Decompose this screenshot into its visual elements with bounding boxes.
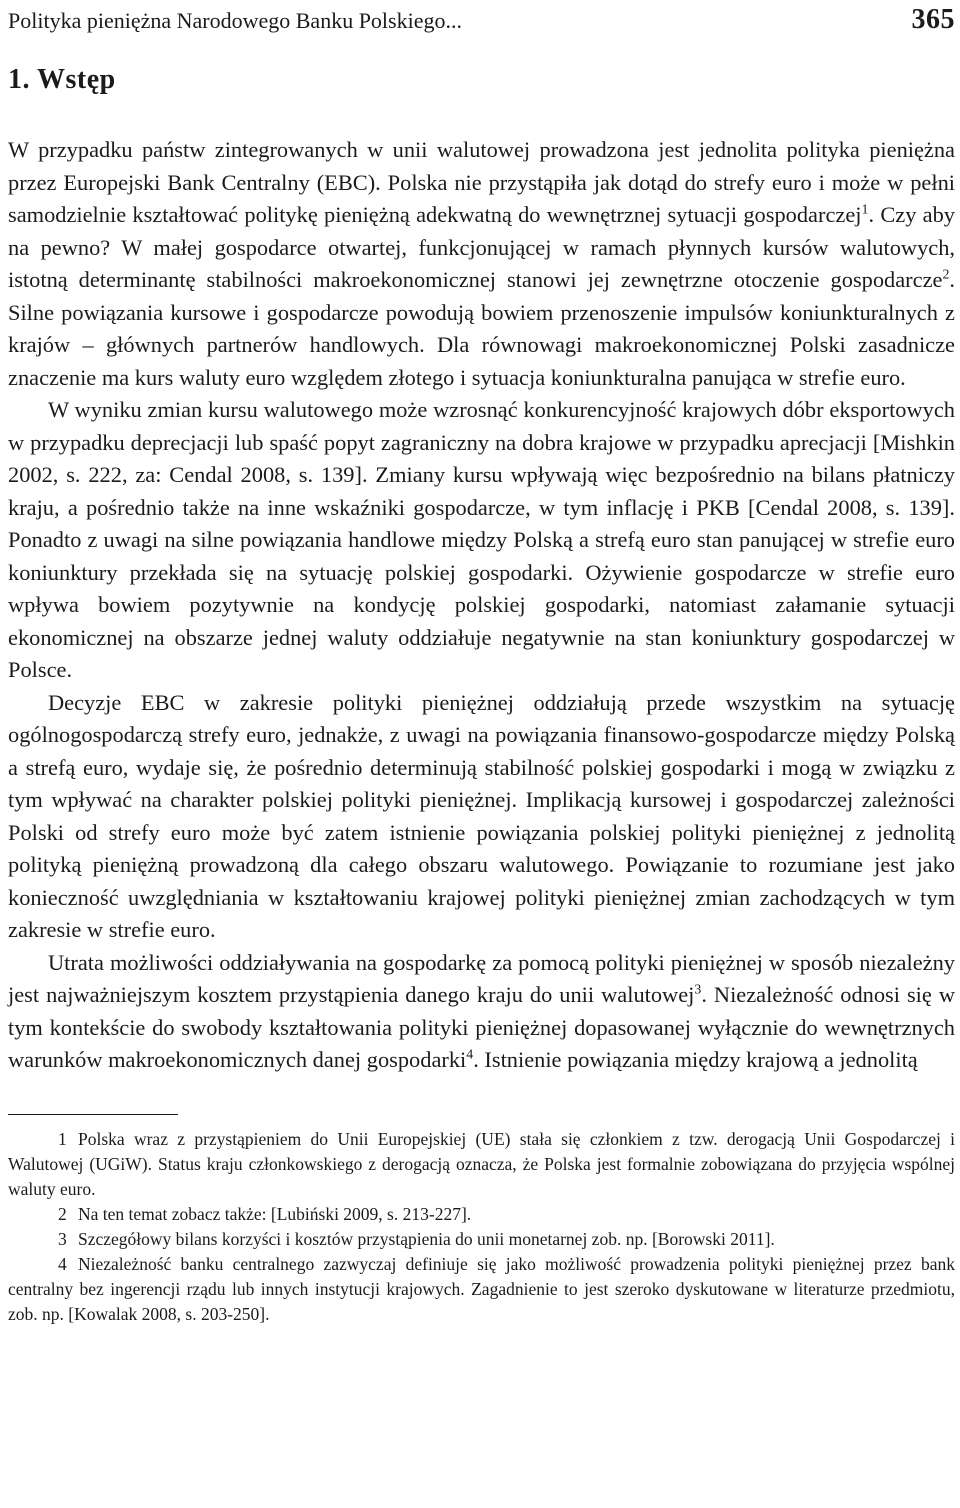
footnote-ref-2[interactable]: 2 [942, 267, 950, 283]
page-number: 365 [911, 4, 955, 35]
footnote-number-3: 3 [58, 1228, 67, 1249]
footnote-ref-3[interactable]: 3 [694, 982, 702, 998]
footnote-text-2: Na ten temat zobacz także: [Lubiński 2009, s. 213-227]. [78, 1203, 472, 1224]
running-head [8, 0, 955, 44]
paragraph-4-part-2: . Niezależność odnosi się w tym kontekście do swobody kształtowania polityki pieniężnej dopasowanej wyłącznie do wewnętrznych warunków makroekonomicznych danej gospodarki [8, 982, 955, 1072]
paragraph-1-part-2: . Czy aby na pewno? W małej gospodarce otwartej, funkcjonującej w ramach płynnych kursów walutowych, istotną determinantę stabilności makroekonomicznej stanowi jej zewnętrzne otoczenie gospodarcze [8, 202, 955, 292]
footnote-divider [8, 1114, 178, 1115]
paragraph-4 [8, 947, 955, 1077]
paragraph-1-part-1: W przypadku państw zintegrowanych w unii walutowej prowadzona jest jednolita polityka pieniężna przez Europejski Bank Centralny (EBC). Polska nie przystąpiła jak dotąd do strefy euro i może w pełni samodzielnie kształtować politykę pieniężną adekwatną do wewnętrznej sytuacji gospodarczej [8, 137, 955, 227]
footnote-3 [8, 1227, 955, 1252]
footnote-ref-1[interactable]: 1 [861, 202, 869, 218]
footnote-number-1: 1 [58, 1128, 67, 1149]
footnote-number-4: 4 [58, 1253, 67, 1274]
paragraph-2: W wyniku zmian kursu walutowego może wzrosnąć konkurencyjność krajowych dóbr eksportowych w przypadku deprecjacji lub spaść popyt zagraniczny na dobra krajowe w przypadku aprecjacji [Mishkin 2002, s. 222, za: Cendal 2008, s. 139]. Zmiany kursu wpływają więc bezpośrednio na bilans płatniczy kraju, a pośrednio także na inne wskaźniki gospodarcze, w tym inflację i PKB [Cendal 2008, s. 139]. Ponadto z uwagi na silne powiązania handlowe między Polską a strefą euro stan panującej w strefie euro koniunktury przekłada się na sytuację polskiej gospodarki. Ożywienie gospodarcze w strefie euro wpływa bowiem pozytywnie na kondycję polskiej gospodarki, natomiast załamanie sytuacji ekonomicznej na obszarze jednej waluty oddziałuje negatywnie na stan koniunktury gospodarczej w Polsce. [8, 397, 955, 682]
footnote-text-3: Szczegółowy bilans korzyści i kosztów przystąpienia do unii monetarnej zob. np. [Borowski 2011]. [78, 1228, 775, 1249]
footnote-text-4: Niezależność banku centralnego zazwyczaj definiuje się jako możliwość prowadzenia polityki pieniężnej przez bank centralny bez ingerencji rządu lub innych instytucji krajowych. Zagadnienie to jest szeroko dyskutowane w literaturze przedmiotu, zob. np. [Kowalak 2008, s. 203-250]. [8, 1253, 955, 1324]
footnote-1 [8, 1127, 955, 1202]
body-text [8, 134, 955, 1077]
document-page [8, 0, 955, 1327]
footnote-text-1: Polska wraz z przystąpieniem do Unii Europejskiej (UE) stała się członkiem z tzw. derogacją Unii Gospodarczej i Walutowej (UGiW). Status kraju członkowskiego z derogacją oznacza, że Polska jest formalnie zobowiązana do przyjęcia wspólnej waluty euro. [8, 1128, 955, 1199]
paragraph-3: Decyzje EBC w zakresie polityki pieniężnej oddziałują przede wszystkim na sytuację ogólnogospodarczą strefy euro, jednakże, z uwagi na powiązania finansowo-gospodarcze między Polską a strefą euro, wydaje się, że pośrednio determinują stabilność polskiej gospodarki i mogą w związku z tym wpływać na charakter polskiej polityki pieniężnej. Implikacją kursowej i gospodarczej zależności Polski od strefy euro może być zatem istnienie powiązania polskiej polityki pieniężnej z jednolitą polityką pieniężną prowadzoną dla całego obszaru walutowego. Powiązanie to rozumiane jest jako konieczność uwzględniania w kształtowaniu krajowej polityki pieniężnej zmian zachodzących w tym zakresie w strefie euro. [8, 689, 955, 942]
footnotes [8, 1127, 955, 1327]
running-head-title: Polityka pieniężna Narodowego Banku Polskiego... [8, 8, 462, 33]
paragraph-4-part-1: Utrata możliwości oddziaływania na gospodarkę za pomocą polityki pieniężnej w sposób niezależny jest najważniejszym kosztem przystąpienia danego kraju do unii walutowej [8, 949, 955, 1007]
footnote-4 [8, 1252, 955, 1327]
paragraph-1-part-3: . Silne powiązania kursowe i gospodarcze powodują bowiem przenoszenie impulsów koniunkturalnych z krajów – głównych partnerów handlowych. Dla równowagi makroekonomicznej Polski zasadnicze znaczenie ma kurs waluty euro względem złotego i sytuacja koniunkturalna panująca w strefie euro. [8, 267, 955, 390]
footnote-2 [8, 1202, 955, 1227]
section-title: 1. Wstęp [8, 64, 116, 95]
paragraph-1 [8, 134, 955, 394]
paragraph-4-part-3: . Istnienie powiązania między krajową a jednolitą [473, 1047, 918, 1072]
footnote-ref-4[interactable]: 4 [466, 1047, 474, 1063]
footnote-number-2: 2 [58, 1203, 67, 1224]
